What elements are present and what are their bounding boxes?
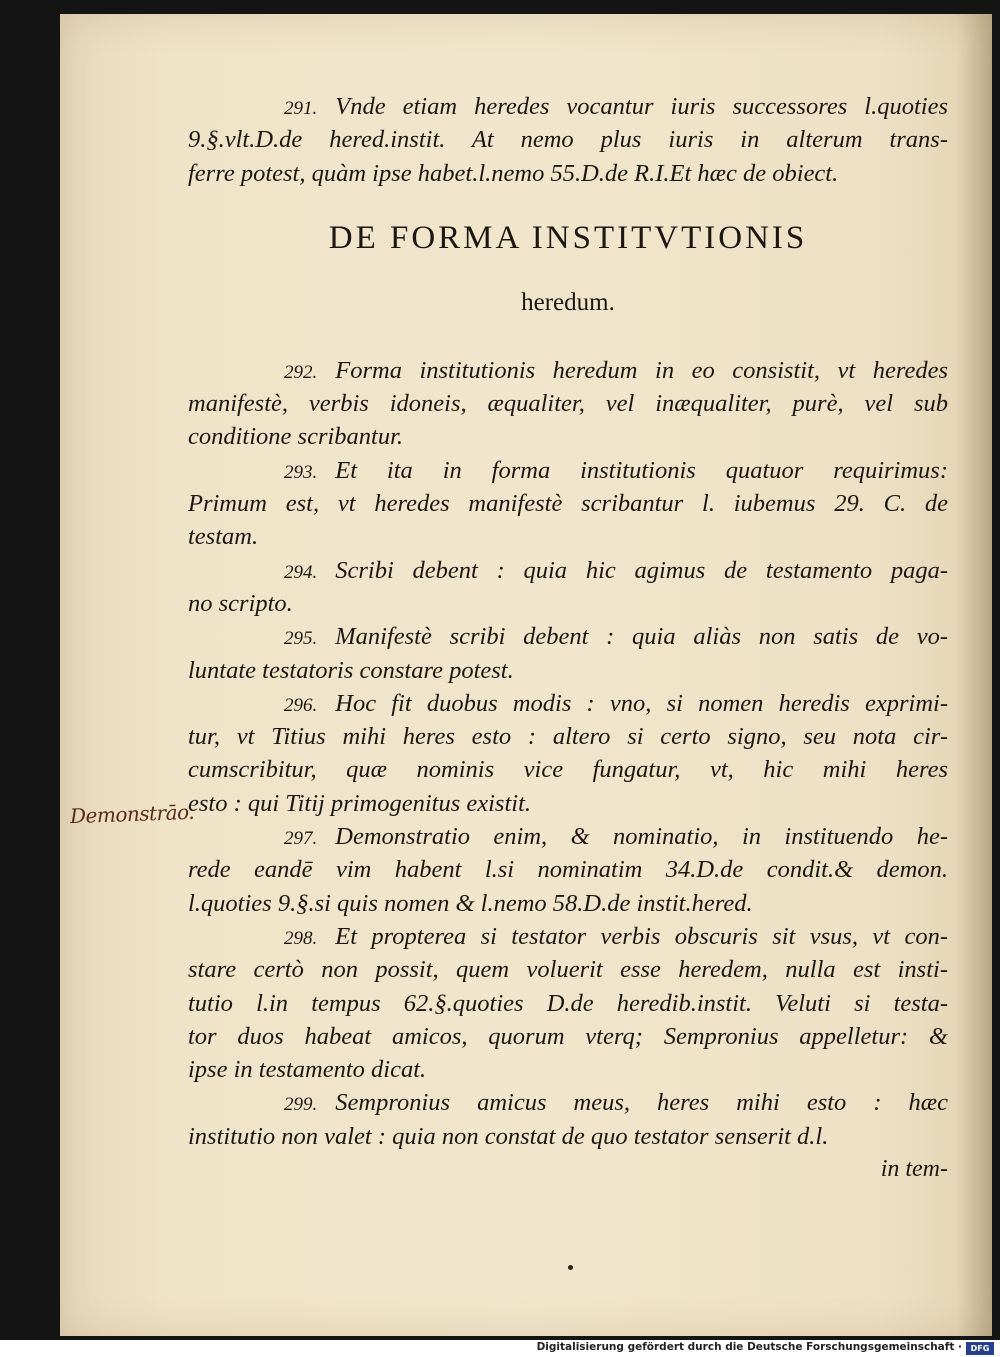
text-line: 299. Sempronius amicus meus, heres mihi esto : hæc [284, 1089, 948, 1117]
paragraph-number: 295. [284, 628, 318, 650]
footer-credit: Digitalisierung gefördert durch die Deutsche Forschungsgemeinschaft · [536, 1341, 962, 1353]
paragraph-number: 299. [284, 1094, 318, 1116]
section-subheading: heredum. [521, 288, 615, 316]
text-line: conditione scribantur. [188, 423, 404, 451]
page-text [188, 90, 948, 1186]
text-line: cumscribitur, quæ nominis vice fungatur, vt, hic mihi heres [188, 756, 948, 784]
paragraph-number: 292. [284, 361, 318, 383]
text-line: 294. Scribi debent : quia hic agimus de testamento paga- [284, 556, 948, 584]
text-line: 295. Manifestè scribi debent : quia aliàs non satis de vo- [284, 623, 948, 651]
text-line: 297. Demonstratio enim, & nominatio, in instituendo he- [284, 823, 948, 851]
text-line: manifestè, verbis idoneis, æqualiter, vel inæqualiter, purè, vel sub [188, 390, 948, 418]
text-line: ipse in testamento dicat. [188, 1056, 427, 1084]
text-line: 298. Et propterea si testator verbis obscuris sit vsus, vt con- [284, 922, 948, 950]
text-line: 9.§.vlt.D.de hered.instit. At nemo plus iuris in alterum trans- [188, 126, 948, 154]
paragraph-number: 297. [284, 828, 318, 850]
text-line: tur, vt Titius mihi heres esto : altero si certo signo, seu nota cir- [188, 723, 948, 751]
text-line: tutio l.in tempus 62.§.quoties D.de heredib.instit. Veluti si testa- [188, 989, 948, 1017]
paragraph-number: 296. [284, 694, 318, 716]
paragraph-number: 294. [284, 561, 318, 583]
section-heading: DE FORMA INSTITVTIONIS [328, 219, 808, 256]
dfg-logo-icon: DFG [966, 1342, 994, 1355]
handwritten-margin-note: Demonstrāo. [69, 799, 195, 829]
text-line: luntate testatoris constare potest. [188, 656, 514, 684]
paragraph-list [188, 354, 948, 1153]
text-line: no scripto. [188, 589, 293, 617]
text-line: l.quoties 9.§.si quis nomen & l.nemo 58.D.de instit.hered. [188, 889, 753, 917]
text-line: testam. [188, 523, 259, 551]
text-line: stare certò non possit, quem voluerit esse heredem, nulla est insti- [188, 956, 948, 984]
paragraph-number: 293. [284, 461, 318, 483]
text-line: 291. Vnde etiam heredes vocantur iuris successores l.quoties [284, 93, 948, 120]
text-line: esto : qui Titij primogenitus existit. [188, 789, 531, 817]
paragraph-number: 298. [284, 927, 318, 949]
text-line: 292. Forma institutionis heredum in eo consistit, vt heredes [284, 356, 948, 384]
text-line: ferre potest, quàm ipse habet.l.nemo 55.D.de R.I.Et hæc de obiect. [188, 159, 839, 187]
footer-bar [0, 1340, 1000, 1357]
text-line: 293. Et ita in forma institutionis quatuor requirimus: [284, 456, 948, 484]
text-line: tor duos habeat amicos, quorum vterq; Sempronius appelletur: & [188, 1022, 948, 1050]
text-line: institutio non valet : quia non constat de quo testator senserit d.l. [188, 1122, 829, 1150]
signature-mark [568, 1265, 573, 1270]
text-line: rede eandē vim habent l.si nominatim 34.D.de condit.& demon. [188, 856, 948, 884]
text-line: 296. Hoc fit duobus modis : vno, si nomen heredis exprimi- [284, 689, 948, 717]
page-gutter [956, 14, 992, 1336]
text-line: Primum est, vt heredes manifestè scribantur l. iubemus 29. C. de [188, 490, 948, 518]
paragraph-number: 291. [284, 98, 318, 119]
catchword: in tem- [880, 1156, 948, 1183]
